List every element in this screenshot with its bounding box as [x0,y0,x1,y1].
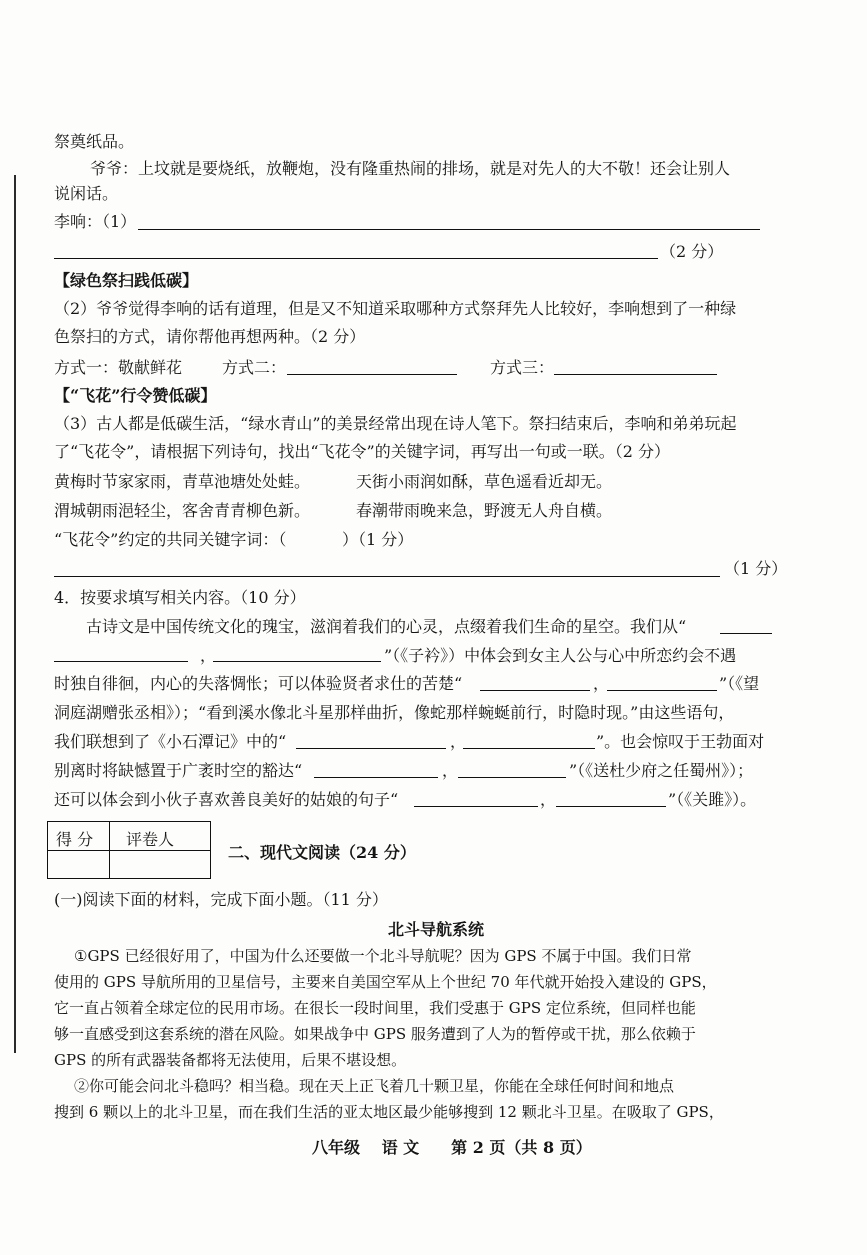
fill-text: 时独自徘徊，内心的失落惆怅；可以体验贤者求仕的苦楚“ [54,674,463,693]
section-heading: 【绿色祭扫践低碳】 [54,271,199,290]
answer-blank[interactable] [287,374,457,375]
paragraph-line: GPS 的所有武器装备都将无法使用，后果不堪设想。 [54,1051,407,1069]
text-line: 爷爷：上坟就是要烧纸，放鞭炮，没有隆重热闹的排场，就是对先人的大不敬！还会让别人 [90,159,731,178]
answer-blank[interactable] [314,777,438,778]
answer-label: 李响：（1） [54,212,137,231]
fill-text: 还可以体会到小伙子喜欢善良美好的姑娘的句子“ [54,790,399,809]
question-text: （2）爷爷觉得李响的话有道理，但是又不知道采取哪种方式祭拜先人比较好，李响想到了一种绿 [54,299,737,318]
paragraph-line: ①GPS 已经很好用了，中国为什么还要做一个北斗导航呢？因为 GPS 不属于中国。我们日常 [74,947,692,965]
question-text: 了“飞花令”，请根据下列诗句，找出“飞花令”的关键字词，再写出一句或一联。（2 分） [54,442,670,461]
fill-sep: ， [442,761,459,780]
answer-blank[interactable] [296,748,446,749]
fill-text: ”（《望 [719,674,760,693]
fill-sep: ， [593,674,610,693]
section-title: 二、现代文阅读（24 分） [228,843,416,862]
paragraph-line: 够一直感受到这套系统的潜在风险。如果战争中 GPS 服务遭到了人为的暂停或干扰，那么依赖于 [54,1025,696,1043]
poem-line: 天街小雨润如酥，草色遥看近却无。 [356,472,613,491]
article-title: 北斗导航系统 [388,920,485,939]
question-text: 色祭扫的方式，请你帮他再想两种。（2 分） [54,327,366,346]
subsection-title: (一)阅读下面的材料，完成下面小题。（11 分） [54,890,388,909]
binding-margin-line [14,175,16,1053]
answer-blank[interactable] [138,229,760,230]
text-line: 说闲话。 [54,184,119,203]
poem-line: 渭城朝雨浥轻尘，客舍青青柳色新。 [54,501,311,520]
fill-text: 我们联想到了《小石潭记》中的“ [54,732,287,751]
poem-line: 春潮带雨晚来急，野渡无人舟自横。 [356,501,613,520]
fill-text: 古诗文是中国传统文化的瑰宝，滋润着我们的心灵，点缀着我们生命的星空。我们从“ [86,617,687,636]
poem-line: 黄梅时节家家雨，青草池塘处处蛙。 [54,472,311,491]
text-line: 祭奠纸品。 [54,132,135,151]
answer-blank[interactable] [54,661,188,662]
fill-text: 洞庭湖赠张丞相》）；“看到溪水像北斗星那样曲折，像蛇那样蜿蜒前行，时隐时现。”由这些语句， [54,703,735,722]
question-title: 4．按要求填写相关内容。（10 分） [54,588,306,607]
answer-blank[interactable] [54,576,720,577]
paragraph-line: ②你可能会问北斗稳吗？相当稳。现在天上正飞着几十颗卫星，你能在全球任何时间和地点 [74,1077,675,1095]
answer-blank[interactable] [607,690,717,691]
way-one: 方式一：敬献鲜花 [54,358,183,377]
answer-blank[interactable] [458,777,566,778]
paragraph-line: 搜到 6 颗以上的北斗卫星，而在我们生活的亚太地区最少能够搜到 12 颗北斗卫星。在吸取了 GPS， [54,1103,724,1121]
question-text: （3）古人都是低碳生活，“绿水青山”的美景经常出现在诗人笔下。祭扫结束后，李响和弟弟玩起 [54,414,737,433]
paragraph-line: 使用的 GPS 导航所用的卫星信号，主要来自美国空军从上个世纪 70 年代就开始投入建设的 GPS， [54,973,717,991]
answer-blank[interactable] [213,661,381,662]
fill-text: ”（《子衿》）中体会到女主人公与心中所恋约会不遇 [384,646,737,665]
fill-text: ”（《送杜少府之任蜀州》）； [569,761,754,780]
answer-blank[interactable] [414,806,538,807]
page-footer: 八年级 语 文 第 2 页（共 8 页） [312,1138,592,1157]
keyword-score: ）（1 分） [342,530,414,549]
score-table [47,821,211,879]
answer-blank[interactable] [463,748,595,749]
fill-sep: ， [540,790,557,809]
answer-blank[interactable] [554,374,717,375]
way-three-label: 方式三： [490,358,555,377]
answer-blank[interactable] [556,806,666,807]
score-table-header: 评卷人 [126,830,175,849]
fill-text: ”（《关雎》）。 [668,790,757,809]
fill-text: 别离时将缺憾置于广袤时空的豁达“ [54,761,303,780]
paragraph-line: 它一直占领着全球定位的民用市场。在很长一段时间里，我们受惠于 GPS 定位系统，但同样也能 [54,999,696,1017]
score-table-header: 得 分 [56,830,94,849]
keyword-prompt: “飞花令”约定的共同关键字词：（ [54,530,287,549]
answer-blank[interactable] [720,633,772,634]
way-two-label: 方式二： [222,358,287,377]
section-heading: 【“飞花”行令赞低碳】 [54,386,217,405]
fill-text: ”。也会惊叹于王勃面对 [596,732,765,751]
answer-blank[interactable] [480,690,590,691]
score-note: （2 分） [660,242,724,261]
fill-sep: ， [450,732,467,751]
answer-blank[interactable] [54,258,658,259]
score-note: （1 分） [724,559,788,578]
fill-sep: ， [200,646,217,665]
